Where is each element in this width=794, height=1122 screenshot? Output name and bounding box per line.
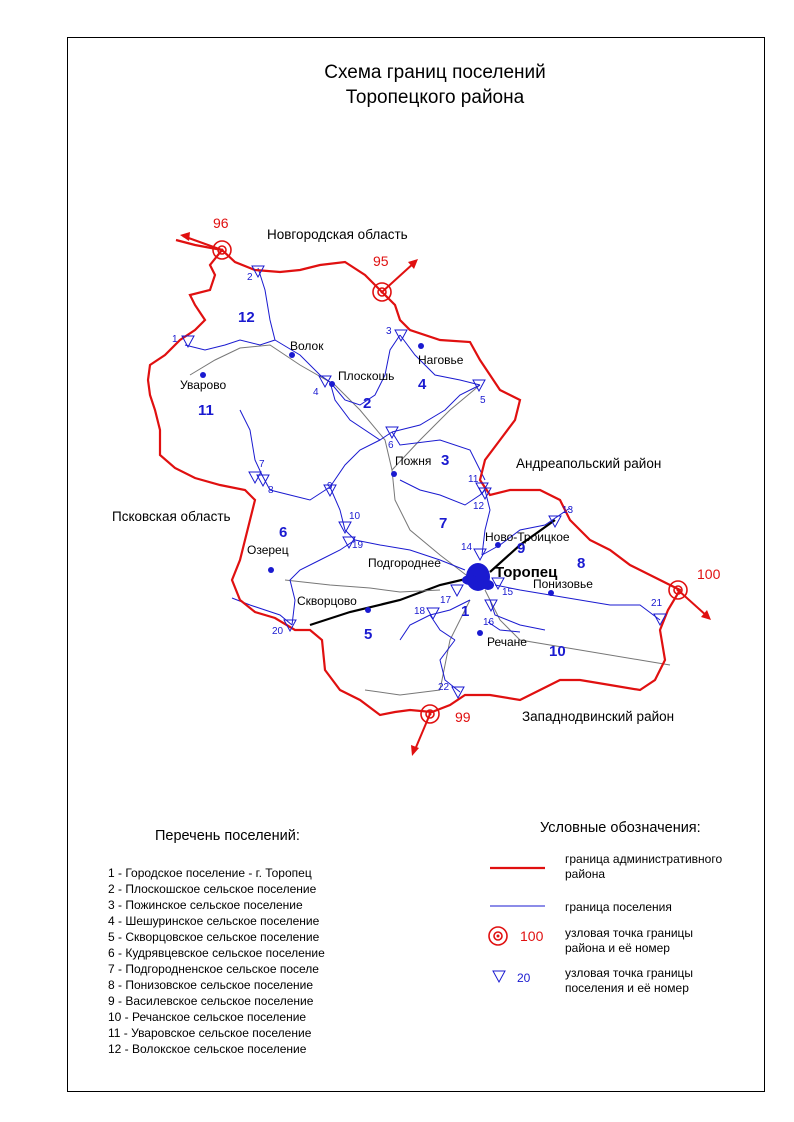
node-label-12: 12 bbox=[473, 501, 485, 512]
node-label-11: 11 bbox=[468, 474, 479, 485]
settlement-node-10 bbox=[339, 522, 351, 533]
district-node-100 bbox=[669, 566, 721, 620]
place-dot-ploskosh bbox=[329, 381, 335, 387]
place-label-ponizovye: Понизовье bbox=[533, 577, 593, 591]
settlement-list-item: 4 - Шешуринское сельское поселение bbox=[108, 914, 320, 928]
area-number-1: 1 bbox=[461, 603, 470, 620]
map-title-line1: Схема границ поселений bbox=[324, 62, 546, 83]
district-node-label-95: 95 bbox=[373, 253, 389, 269]
area-number-7: 7 bbox=[439, 515, 448, 532]
area-number-2: 2 bbox=[363, 395, 372, 412]
settlement-node-7 bbox=[249, 472, 261, 483]
place-dot-rechane bbox=[477, 630, 483, 636]
node-label-16: 16 bbox=[483, 617, 495, 628]
settlement-list bbox=[108, 865, 325, 1057]
settlement-list-title: Перечень поселений: bbox=[155, 828, 300, 844]
place-label-rechane: Речане bbox=[487, 635, 527, 649]
district-border bbox=[148, 240, 680, 715]
area-number-5: 5 bbox=[364, 626, 373, 643]
area-number-4: 4 bbox=[418, 376, 427, 393]
legend-settlement-border-text: граница поселения bbox=[565, 900, 672, 914]
area-number-12: 12 bbox=[238, 309, 255, 326]
node-label-2: 2 bbox=[247, 272, 253, 283]
legend-symbols bbox=[489, 868, 545, 985]
settlement-list-item: 7 - Подгородненское сельское поселе bbox=[108, 962, 319, 976]
node-label-21: 21 bbox=[651, 598, 663, 609]
place-label-pozhnya: Пожня bbox=[395, 454, 432, 468]
legend-title: Условные обозначения: bbox=[540, 820, 701, 836]
district-node-label-100: 100 bbox=[697, 566, 721, 582]
place-dot-nagovye bbox=[418, 343, 424, 349]
settlement-list-item: 2 - Плоскошское сельское поселение bbox=[108, 882, 317, 896]
place-label-ozerets: Озерец bbox=[247, 543, 289, 557]
roads bbox=[190, 345, 670, 695]
settlement-list-item: 3 - Пожинское сельское поселение bbox=[108, 898, 303, 912]
place-label-podgorodnee: Подгороднее bbox=[368, 556, 441, 570]
settlement-list-item: 8 - Понизовское сельское поселение bbox=[108, 978, 314, 992]
place-label-ploskosh: Плоскошь bbox=[338, 369, 395, 383]
node-label-19: 19 bbox=[352, 540, 364, 551]
neighbor-east: Андреапольский район bbox=[516, 456, 662, 471]
legend-district-node-sample: 100 bbox=[520, 928, 544, 944]
node-label-7: 7 bbox=[259, 459, 265, 470]
node-label-6: 6 bbox=[388, 440, 394, 451]
area-number-3: 3 bbox=[441, 452, 450, 469]
place-dots bbox=[200, 343, 554, 636]
node-label-15: 15 bbox=[502, 587, 514, 598]
place-label-nagovye: Наговье bbox=[418, 353, 464, 367]
place-dot-ozerets bbox=[268, 567, 274, 573]
district-node-label-96: 96 bbox=[213, 215, 229, 231]
legend-settlement-node-icon bbox=[493, 971, 505, 982]
map-title-line2: Торопецкого района bbox=[345, 87, 525, 108]
legend-district-border-text: граница административного района bbox=[565, 852, 723, 881]
settlement-node-labels bbox=[172, 272, 663, 693]
node-label-5: 5 bbox=[480, 395, 486, 406]
area-number-9: 9 bbox=[517, 540, 526, 557]
node-label-4: 4 bbox=[313, 387, 319, 398]
node-label-1: 1 bbox=[172, 334, 178, 345]
node-label-20: 20 bbox=[272, 626, 284, 637]
legend-district-node-text: узловая точка границы района и её номер bbox=[565, 926, 694, 955]
place-dot-pozhnya bbox=[391, 471, 397, 477]
settlement-nodes bbox=[182, 266, 666, 698]
settlement-list-item: 12 - Волокское сельское поселение bbox=[108, 1042, 307, 1056]
legend-settlement-node-text: узловая точка границы поселения и её номер bbox=[565, 966, 694, 995]
node-label-14: 14 bbox=[461, 542, 473, 553]
node-label-18: 18 bbox=[414, 606, 426, 617]
settlement-list-item: 1 - Городское поселение - г. Торопец bbox=[108, 866, 312, 880]
area-number-10: 10 bbox=[549, 643, 566, 660]
district-node-label-99: 99 bbox=[455, 709, 471, 725]
place-label-toropets: Торопец bbox=[495, 564, 558, 581]
node-label-13: 13 bbox=[562, 505, 574, 516]
node-label-3: 3 bbox=[386, 326, 392, 337]
area-number-11: 11 bbox=[198, 402, 214, 419]
settlement-list-item: 6 - Кудрявцевское сельское поселение bbox=[108, 946, 325, 960]
area-number-8: 8 bbox=[577, 555, 586, 572]
settlement-list-item: 5 - Скворцовское сельское поселение bbox=[108, 930, 320, 944]
settlement-list-item: 9 - Василевское сельское поселение bbox=[108, 994, 314, 1008]
district-node-95 bbox=[373, 253, 418, 301]
node-label-22: 22 bbox=[438, 682, 450, 693]
settlement-list-item: 10 - Речанское сельское поселение bbox=[108, 1010, 307, 1024]
settlement-list-item: 11 - Уваровское сельское поселение bbox=[108, 1026, 312, 1040]
toropets-city bbox=[462, 563, 494, 591]
place-dot-skvortsovo bbox=[365, 607, 371, 613]
settlement-node-17 bbox=[451, 585, 463, 596]
node-label-17: 17 bbox=[440, 595, 452, 606]
neighbor-north: Новгородская область bbox=[267, 227, 408, 242]
area-number-6: 6 bbox=[279, 524, 288, 541]
place-label-novo-troitskoe: Ново-Троицкое bbox=[485, 530, 570, 544]
settlement-node-14 bbox=[474, 549, 486, 560]
place-label-uvarovo: Уварово bbox=[180, 378, 227, 392]
legend-district-node-icon bbox=[489, 927, 507, 945]
place-label-volok: Волок bbox=[290, 339, 324, 353]
district-node-99 bbox=[411, 705, 471, 756]
node-label-8: 8 bbox=[268, 485, 274, 496]
node-label-9: 9 bbox=[327, 481, 333, 492]
node-label-10: 10 bbox=[349, 511, 361, 522]
neighbor-west: Псковская область bbox=[112, 509, 231, 524]
place-label-skvortsovo: Скворцово bbox=[297, 594, 357, 608]
legend-settlement-node-sample: 20 bbox=[517, 971, 531, 985]
neighbor-south: Западнодвинский район bbox=[522, 709, 675, 724]
